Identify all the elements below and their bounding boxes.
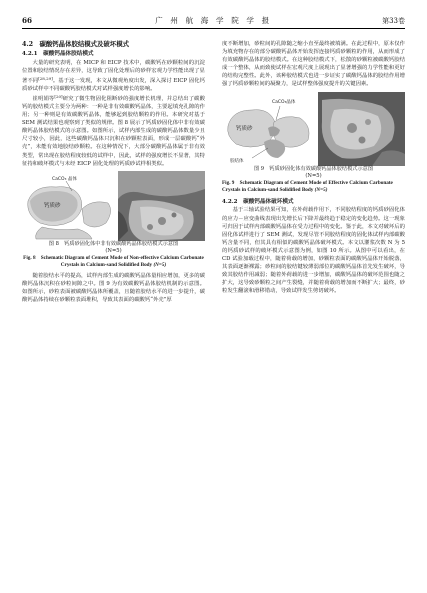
figure-8-caption-zh: 图 8 钙质砂固化体中非有效碳酸钙晶体胶结模式示意图 [48,240,179,247]
figure-9-n: (N=5) [305,172,322,179]
figure-8-image [22,171,205,241]
paragraph: 基于三轴试验结果可知，在外荷载作用下，不同胶结程度的钙质砂固化体的应力－应变曲线表现出先增长后下降并最终趋于稳定的变化趋势。这一现象可归因于试样内部碳酸钙晶体在受力过程中的变化。鉴于此，本文对破坏后的固化体试样进行了 SEM 测试，发现尽管不同胶结程度的固化体试样内部碳酸钙含量不同，但其具有相似的碳酸钙晶体破坏模式。本文以灌浆次数 N 为 5 的钙质砂试样的破坏模式示意图为例，如图 10 所示。从图中可以看出，在 CD 试验加载过程中，随着荷载的增加，砂颗粒表面的碳酸钙晶体开始脱落，其表面逐渐裸露；砂粒间的胶结键较薄弱部位的碳酸钙晶体首先发生破坏，导致其胶结作用减弱；随着外荷载的进一步增加，碳酸钙晶体的破坏范围也随之扩大，这导致砂颗粒之间产生裂缝，并随着荷载的增加而不断扩大；最终，砂粒发生翻滚和滑移错动，导致试样发生剪切破坏。 [222,207,405,295]
figure-9-caption-en: Fig. 9 Schematic Diagram of Cement Mode of Effective Calcium Carbonate Crystals in Calcium-sand Solidified Body (N=5) [222,179,393,193]
section-heading: 4.2 碳酸钙晶体胶结模式及破坏模式 [22,40,129,48]
fig9-sem-photo [318,92,405,166]
label-caco3: CaCO₃晶体 [272,99,296,105]
label-sand: 钙质砂 [236,125,253,132]
page-header [22,14,405,29]
figure-9 [222,92,405,194]
subsection-heading: 4.2.2 碳酸钙晶体破坏模式 [222,198,294,205]
volume-label: 第33卷 [382,17,405,25]
figure-8-n: (N=5) [105,247,122,254]
paragraph: 度不断增加，砂粒间的孔隙随之缩小直至最终被填满。在此过程中，原本仅作为填充物存在的部分碳酸钙晶体开始发挥连接钙质砂颗粒的作用，从而形成了有效碳酸钙晶体的胶结模式。在这种胶结模式下，松散的砂颗粒被碳酸钙胶结成一个整体，从而致使试样在宏观尺度上展现出了显著增强的力学性能和更好的结构完整性。此外，该种胶结模式也进一步证实了碳酸钙晶体的胶结作用增强了钙质砂颗粒间的凝聚力，是试样整体强度提升的关键因素。 [222,41,405,88]
figure-8 [22,171,205,269]
figure-8-caption-en: Fig. 8 Schematic Diagram of Cement Mode of Non-effective Calcium Carbonate Crystals in Calcium-sand Solidified Body (N=5) [23,255,204,269]
label-caco3: CaCO₃ 晶体 [52,176,77,182]
subsection-heading: 4.2.1 碳酸钙晶体胶结模式 [22,51,94,57]
fig8-sem-photo [118,171,205,241]
left-column [22,40,205,305]
citation: [20] [54,93,63,99]
paragraph: 随着胶结水平的提高，试样内部生成的碳酸钙晶体量相应增加，更多的碳酸钙晶体沉积在砂粒间隙之中。图 9 为有效碳酸钙晶体胶结机制的示意图。如图所示，砂粒表面被碳酸钙晶体所覆盖，且随着胶结水平的进一步提升，碳酸钙晶体持续在砂颗粒表面堆积，导致其表面的碳酸钙“外壳”厚 [22,273,205,304]
right-column [222,40,405,296]
label-sand: 钙质砂 [44,202,61,209]
journal-title: 广 州 航 海 学 院 学 报 [155,16,272,25]
figure-9-image [222,92,405,166]
figure-9-caption-zh: 图 9 钙质砂固化体有效碳酸钙晶体胶结模式示意图 [253,165,374,172]
page-number: 66 [22,16,33,25]
paragraph: 崔明娟等[20]研究了微生物固化阻断砂的强度增长机理，并总结出了碳酸钙的胶结模式主要分为两种：一种是非有效碳酸钙晶体，主要起填充孔隙的作用；另一种则是有效碳酸钙晶体，能够起到胶结颗粒的作用。本研究对基于 SEM 测试结果也观察到了类似的规律。图 8 展示了钙质砂固化体中非有效碳酸钙晶体胶结模式的示意图。如图所示，试样内部生成的碳酸钙晶体数量少且尺寸较小，因此，这些碳酸钙晶体只沉积在砂颗粒表面，形成一层碳酸钙“外壳”，未能有效地胶结砂颗粒。在这种情况下，大部分碳酸钙晶体属于非有效类型，常出现在胶结程度较低的试样中，因此，试样的强度增长不显著，其特征持和破坏模式与未经 EICP 固化处理的钙质砂试样相类似。 [22,93,206,167]
label-bond: 胶结体 [230,158,244,164]
paragraph: 大量的研究表明，在 MICP 和 EICP 技术中，碳酸钙在砂颗粒间的沉淀位置和胶结情况存在差异，这导致了固化处理后的砂样宏观力学性能出现了显著不同[28,29]。基于这一发现，本文从微观角度出发，深入探讨 EICP 固化钙质砂试样中不同碳酸钙胶结模式对试样强度增长的影响。 [22,59,205,92]
citation: [28,29] [38,75,53,81]
